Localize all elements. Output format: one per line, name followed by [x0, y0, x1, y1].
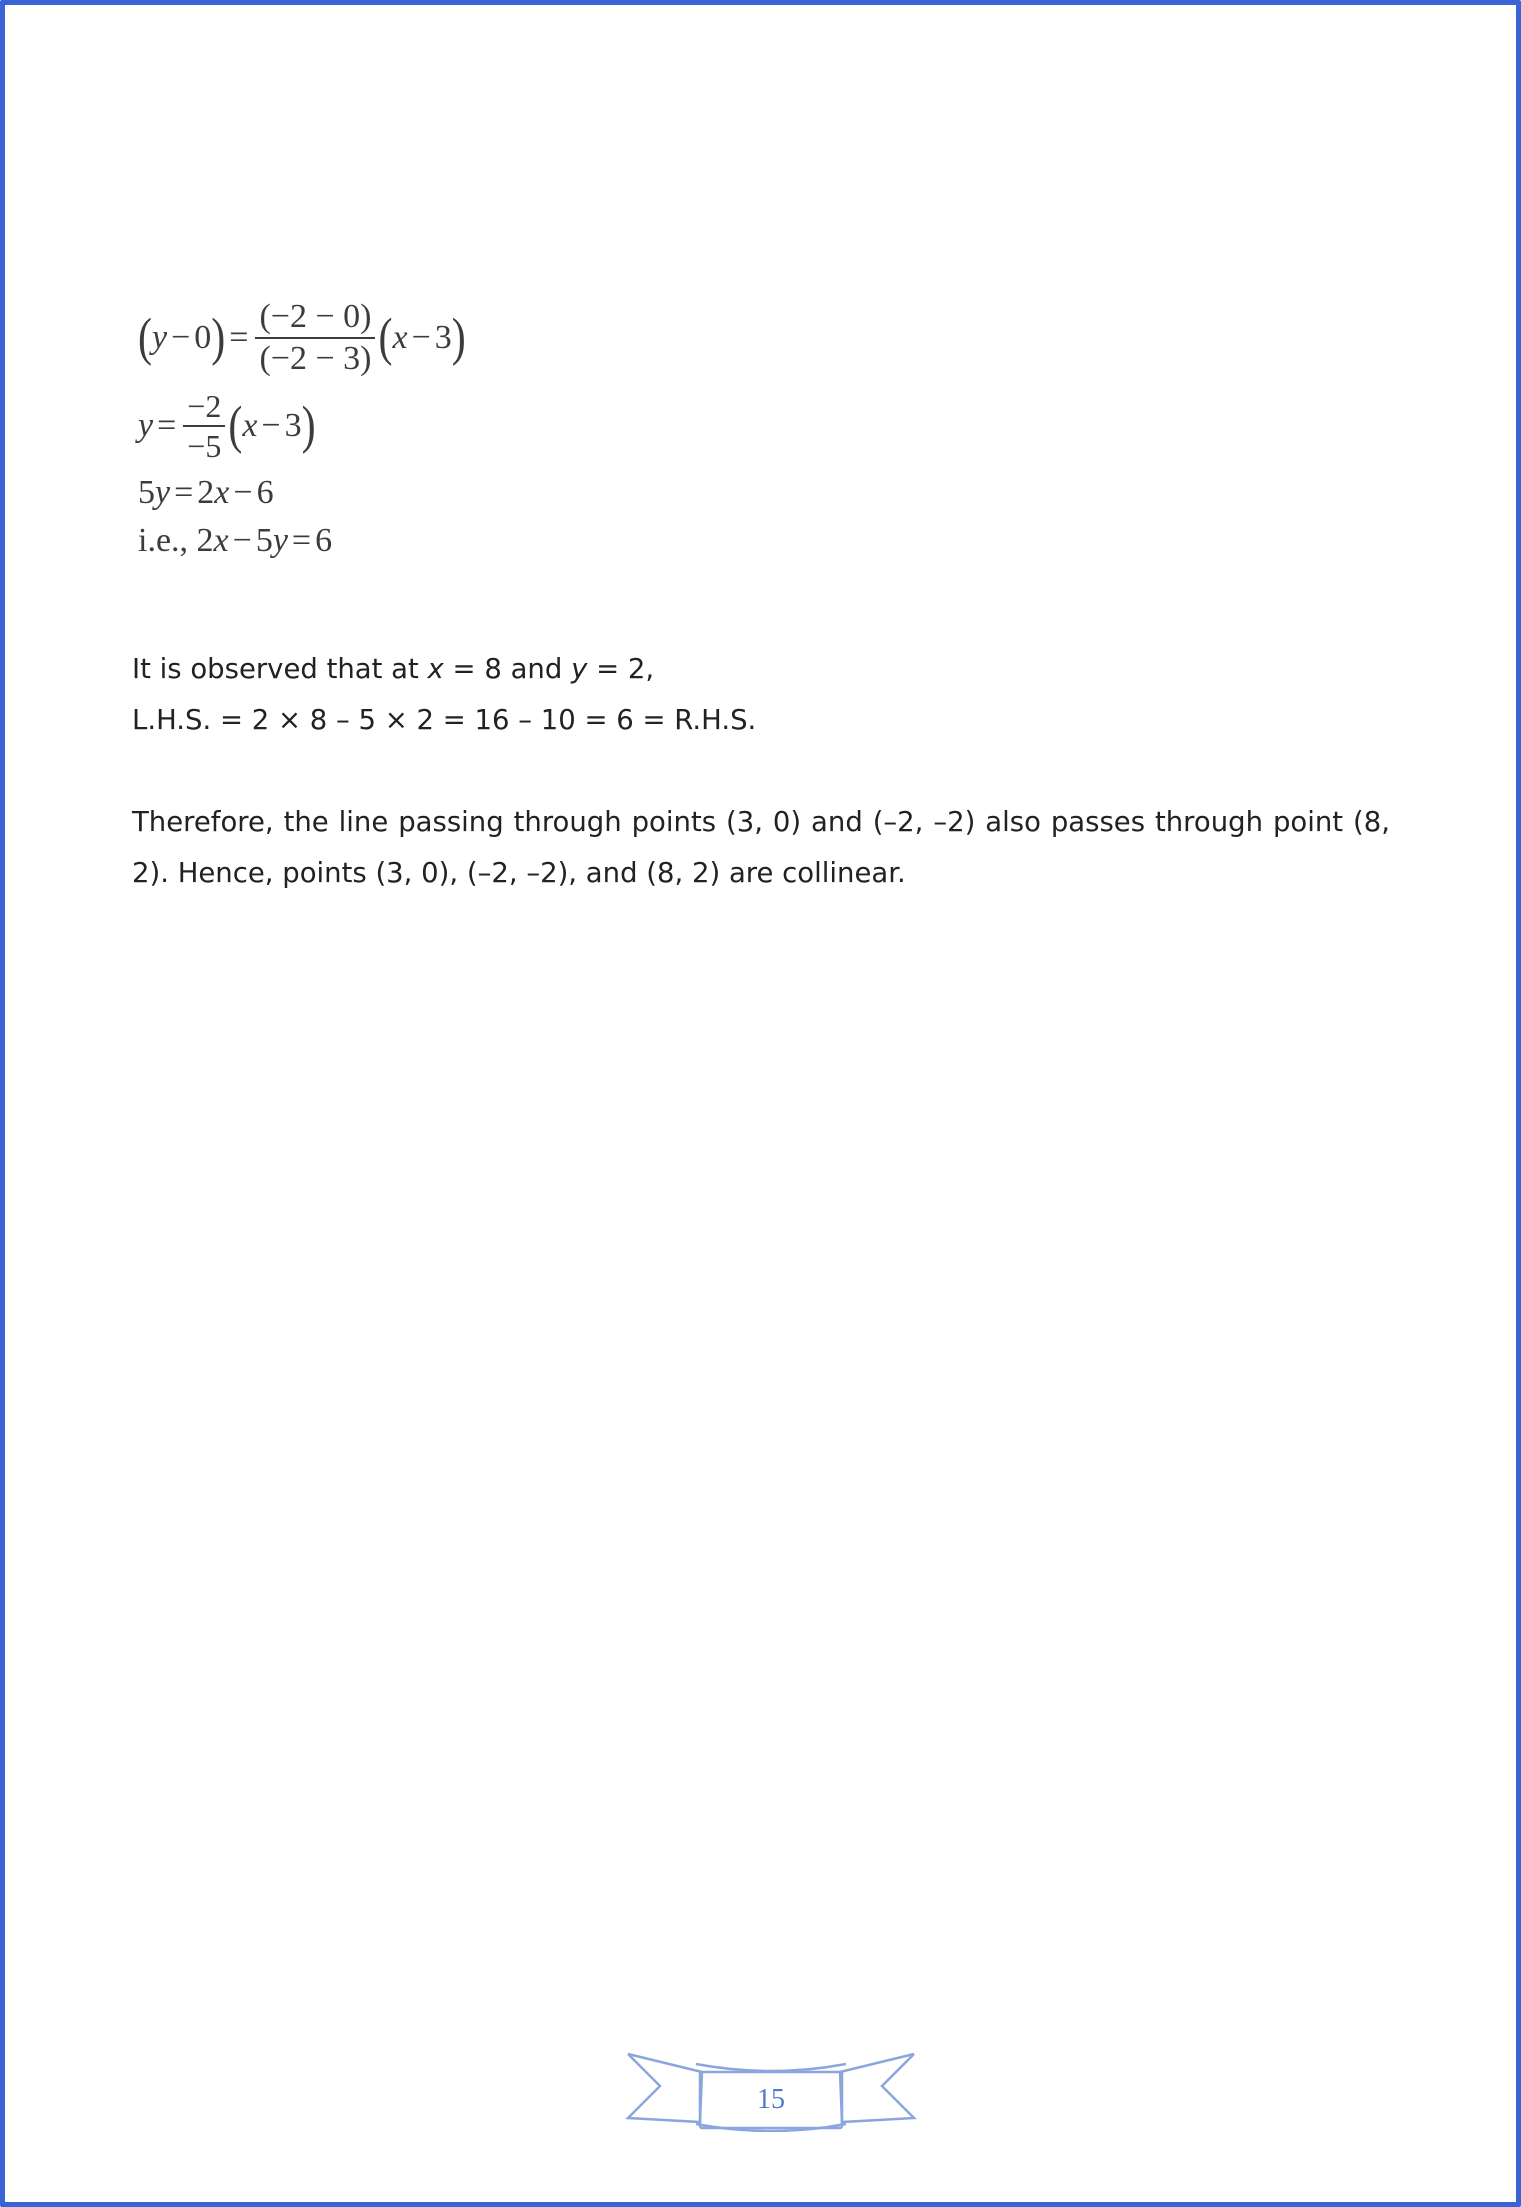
observation-paragraph	[132, 644, 1390, 746]
observation-line: It is observed that at x = 8 and y = 2,	[132, 653, 655, 685]
lhs-rhs-line: L.H.S. = 2 × 8 – 5 × 2 = 16 – 10 = 6 = R.H.S.	[132, 704, 757, 736]
equation-line-2: y = $\frac{-2}{-5}$ ( x − 3 )	[138, 388, 316, 464]
page-number: 15	[757, 2084, 785, 2115]
equation-line-3: 5 y = 2 x − 6	[138, 474, 274, 511]
conclusion-paragraph: Therefore, the line passing through points (3, 0) and (–2, –2) also passes through point (8, 2). Hence, points (3, 0), (–2, –2), and (8, 2) are collinear.	[132, 806, 1390, 889]
equation-line-4: i.e., 2 x − 5 y = 6	[138, 522, 333, 559]
fraction: $\frac{-2}{-5}$	[183, 390, 225, 462]
equation-block	[138, 300, 466, 558]
fraction: $\frac{(-2 - 0)}{(-2 - 3)}$	[255, 300, 375, 376]
equation-line-1: ( y − 0 ) = $\frac{(-2 - 0)}{(-2 - 3)}$ ( x − 3 )	[138, 298, 466, 377]
